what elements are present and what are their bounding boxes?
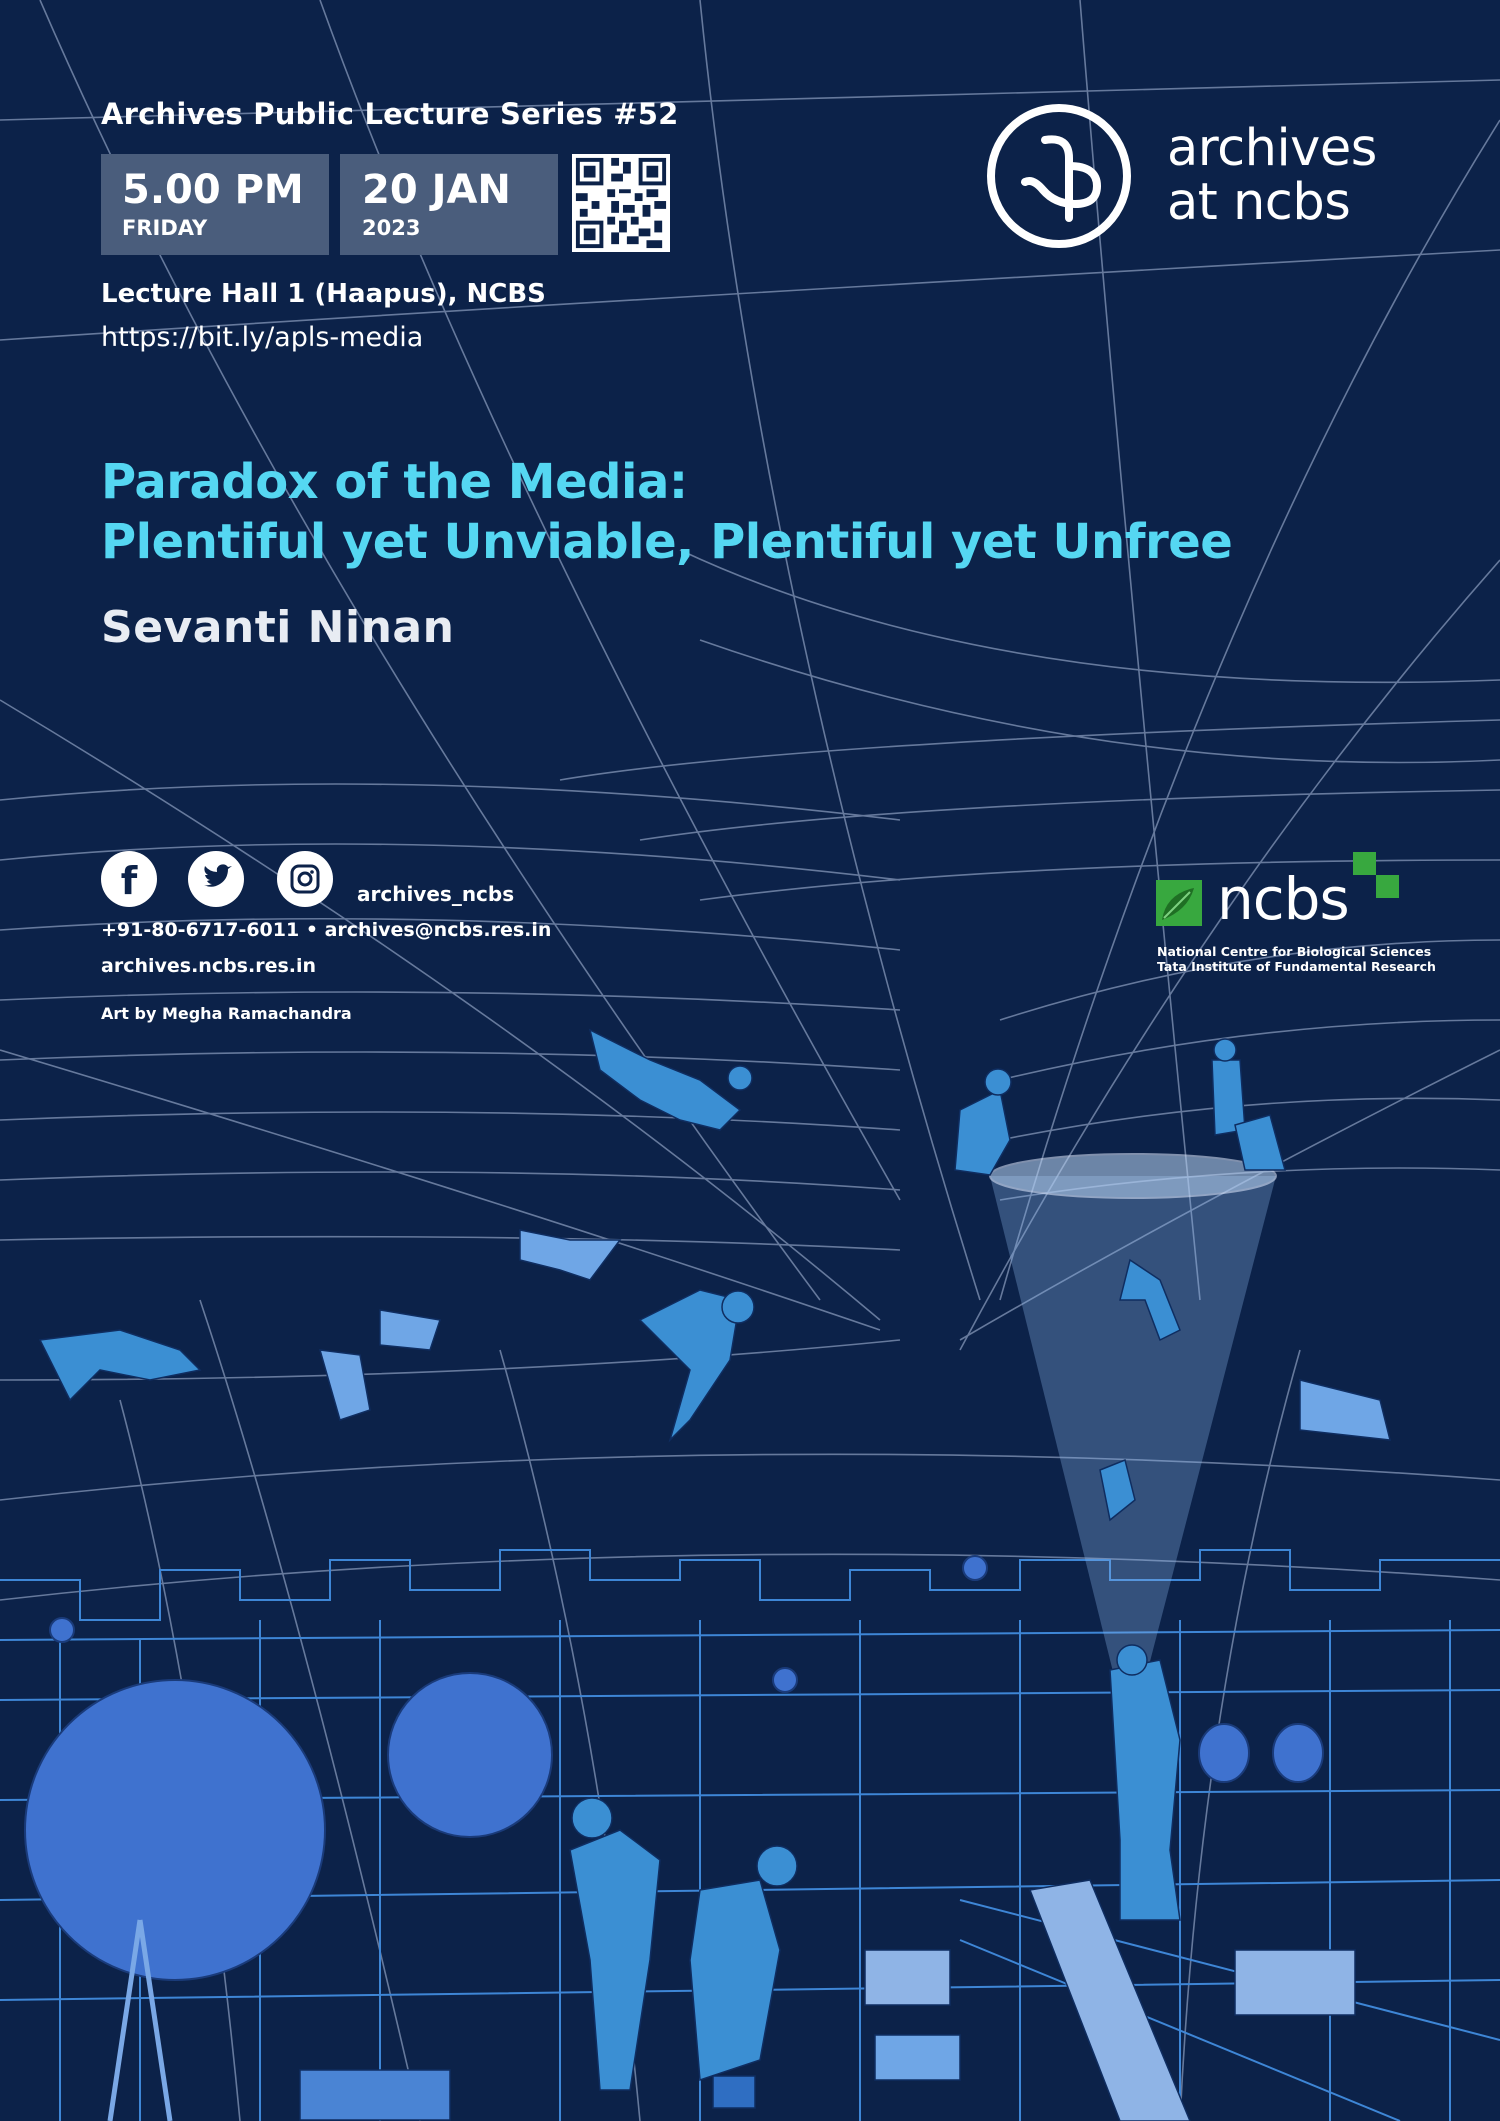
archives-logo-icon	[985, 102, 1133, 254]
facebook-icon[interactable]: f	[101, 851, 157, 907]
talk-title-line2: Plentiful yet Unviable, Plentiful yet Unfree	[101, 514, 1233, 570]
talk-title	[101, 452, 1232, 572]
venue: Lecture Hall 1 (Haapus), NCBS	[101, 279, 546, 309]
ncbs-fullname: National Centre for Biological Sciences	[1157, 944, 1432, 959]
art-credit: Art by Megha Ramachandra	[101, 1004, 352, 1023]
website-link[interactable]: archives.ncbs.res.in	[101, 955, 317, 977]
brand-line2: at ncbs	[1167, 173, 1351, 232]
series-title: Archives Public Lecture Series #52	[101, 97, 679, 131]
qr-code-icon[interactable]	[572, 154, 670, 252]
event-year: 2023	[362, 216, 421, 240]
ncbs-parent: Tata Institute of Fundamental Research	[1157, 959, 1436, 974]
date-box	[340, 154, 558, 255]
instagram-icon[interactable]	[277, 851, 333, 907]
event-day: FRIDAY	[122, 216, 208, 240]
logo-square	[1376, 875, 1399, 898]
contact-line: +91-80-6717-6011 • archives@ncbs.res.in	[101, 919, 552, 941]
spotlight-cone	[990, 1154, 1276, 1700]
speaker-name: Sevanti Ninan	[101, 602, 455, 653]
time-box	[101, 154, 329, 255]
event-time: 5.00 PM	[122, 167, 304, 213]
social-handle[interactable]: archives_ncbs	[357, 882, 515, 906]
ncbs-leaf-icon	[1156, 880, 1202, 930]
twitter-icon[interactable]	[188, 851, 244, 907]
event-link[interactable]: https://bit.ly/apls-media	[101, 322, 424, 353]
logo-square	[1353, 852, 1376, 875]
talk-title-line1: Paradox of the Media:	[101, 454, 688, 510]
ncbs-wordmark: ncbs	[1217, 865, 1349, 933]
brand-wordmark	[1167, 119, 1377, 232]
brand-line1: archives	[1167, 119, 1377, 178]
event-date: 20 JAN	[362, 167, 511, 213]
